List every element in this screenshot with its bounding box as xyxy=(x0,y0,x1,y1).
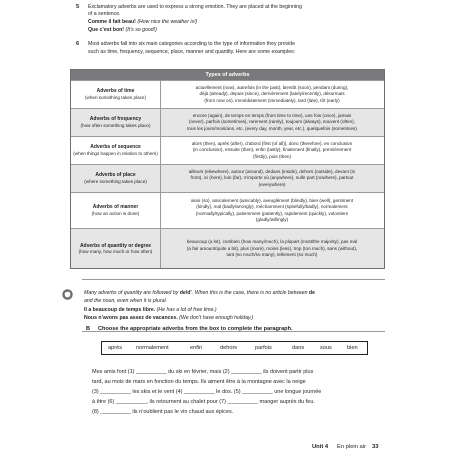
category-hint: (when something takes place) xyxy=(84,94,147,100)
table-row xyxy=(71,80,384,108)
example-french: Comme il fait beau! xyxy=(88,19,136,25)
table-row xyxy=(71,228,384,268)
paragraph-line: à être (6) __________, ils retournent au chalet pour (7) __________ manger auprès du feu. xyxy=(92,399,315,405)
example-french: Nous n’avons pas assez de vacances. xyxy=(84,315,178,321)
examples-line: (kindly), mal (badly/wrongly), méchamment (spitefully/badly), normalement xyxy=(196,204,348,210)
item-5-text-line2: of a sentence. xyxy=(88,11,121,17)
examples-line: tous les jours/mois/ans, etc. (every day, month, year, etc.), quelquefois (sometimes) xyxy=(187,125,357,131)
item-5-example-2 xyxy=(88,27,157,34)
note-example-2 xyxy=(84,315,253,322)
examples-line: (a fair amount/quite a bit), plus (more), moins (less), trop (too much), sans (without), xyxy=(186,245,358,251)
item-6-number: 6 xyxy=(76,41,80,47)
word-option: parfois xyxy=(255,345,272,351)
note-line-2: and the noun, even when it is plural. xyxy=(84,298,168,304)
category-hint: (how often something takes place) xyxy=(80,122,151,128)
item-5-text-line1: Exclamatory adverbs are used to express a strong emotion. They are placed at the beginning xyxy=(88,4,302,10)
examples-line: encore (again), de temps en temps (from time to time), une fois (once), jamais xyxy=(192,113,352,119)
category-name: Adverbs of manner xyxy=(92,204,139,211)
category-hint: (when things happen in relation to others) xyxy=(73,150,158,156)
category-name: Adverbs of quantity or degree xyxy=(79,242,152,249)
category-name: Adverbs of frequency xyxy=(89,116,142,123)
note-keyword: de xyxy=(308,290,315,296)
word-option: enfin xyxy=(190,345,203,351)
table-row xyxy=(71,164,384,192)
word-option: bien xyxy=(347,345,358,351)
category-hint: (how an action is done) xyxy=(91,210,140,216)
category-hint: (how many, how much or how often) xyxy=(78,248,153,254)
table-row xyxy=(71,108,384,136)
item-5-example-1 xyxy=(88,19,197,26)
examples-line: (everywhere) xyxy=(258,181,286,187)
footer-unit: Unit 4 xyxy=(312,444,329,450)
category-hint: (where something takes place) xyxy=(84,178,147,184)
examples-line: tant (so much/so many), tellement (so much) xyxy=(226,251,318,257)
examples-line: ailleurs (elsewhere), autour (around), dedans (inside), dehors (outside), devant (in xyxy=(188,169,356,175)
examples-line: beaucoup (a lot), combien (how many/much), la plupart (most/the majority), pas mal xyxy=(186,239,358,245)
page-number: 33 xyxy=(372,444,379,450)
word-box xyxy=(101,341,368,355)
examples-line: (from now on), immédiatement (immediately), tard (late), tôt (early) xyxy=(204,97,340,103)
paragraph-line: (3) __________ les skis et le vent (4) __________ le dos. (5) __________ une longue journée xyxy=(92,389,322,395)
table-row xyxy=(71,192,384,228)
adverb-types-table xyxy=(70,69,385,269)
footer-title: En plein air xyxy=(337,444,367,450)
example-english: (It’s so good!) xyxy=(125,27,157,33)
examples-line: (in conclusion), ensuite (then), enfin (lastly), finalement (finally), premièrement xyxy=(192,147,352,153)
note-box xyxy=(84,290,384,321)
item-5-number: 5 xyxy=(76,4,80,10)
paragraph-line: tard, au mois de mars en fonction du temps. Ils aiment être à la montagne avec la neige xyxy=(92,379,306,385)
table-title: Types of adverbs xyxy=(71,70,384,80)
category-name: Adverbs of place xyxy=(95,172,136,179)
word-option: dehors xyxy=(220,345,238,351)
item-6-text-line2: such as time, frequency, sequence, place, manner and quantity. Here are some examples: xyxy=(88,49,296,55)
note-text: . When this is the case, there is no article between xyxy=(191,290,309,296)
example-english: (We don’t have enough holiday.) xyxy=(179,315,254,321)
example-french: Il a beaucoup de temps libre. xyxy=(84,307,156,313)
examples-line: front), ici (here), loin (far), n’importe où (anywhere), nulle part (nowhere), partout xyxy=(190,175,354,181)
example-english: (He has a lot of free time.) xyxy=(156,307,217,313)
examples-line: (firstly), puis (then) xyxy=(252,153,292,159)
word-option: dans xyxy=(292,345,305,351)
item-6-text-line1: Most adverbs fall into six main categories according to the type of information they provide xyxy=(88,41,296,47)
examples-line: ainsi (so), amicalement (amicably), aveuglément (blindly), bien (well), gentiment xyxy=(190,198,354,204)
examples-line: (never), parfois (sometimes), rarement (rarely), toujours (always), souvent (often), xyxy=(189,119,355,125)
examples-line: (gladly/willingly) xyxy=(255,216,289,222)
word-option: après xyxy=(108,345,122,351)
examples-line: actuellement (now), autrefois (in the past), bientôt (soon), pendant (during), xyxy=(195,85,349,91)
note-line-1 xyxy=(84,290,315,297)
category-name: Adverbs of time xyxy=(96,88,135,95)
note-keyword: de/d’ xyxy=(179,290,192,296)
note-top-rule xyxy=(82,279,385,280)
exercise-instruction: Choose the appropriate adverbs from the box to complete the paragraph. xyxy=(98,326,293,332)
example-english: (How nice the weather is!) xyxy=(137,19,198,25)
example-french: Que c’est bon! xyxy=(88,27,125,33)
apple-icon xyxy=(62,289,73,300)
note-example-1 xyxy=(84,307,217,314)
examples-line: (normally/typically), patiemment (patiently), rapidement (quickly), volontiers xyxy=(195,210,349,216)
word-option: sous xyxy=(320,345,332,351)
exercise-letter: B xyxy=(86,326,91,332)
word-option: normalement xyxy=(136,345,169,351)
examples-line: alors (then), après (after), d’abord (first (of all)), donc (therefore), en conclusion xyxy=(191,141,353,147)
category-name: Adverbs of sequence xyxy=(90,144,141,151)
table-row xyxy=(71,136,384,164)
paragraph-line: Mes amis font (1) __________ du ski en février, mais (2) __________ ils doivent partir plus xyxy=(92,369,314,375)
paragraph-line: (8) __________ ils n’oublient pas le vin chaud aux épices. xyxy=(92,409,234,415)
note-text: Many adverbs of quantity are followed by xyxy=(84,290,180,296)
examples-line: déjà (already), depuis (since), dernièrement (lately/recently), désormais xyxy=(199,91,345,97)
